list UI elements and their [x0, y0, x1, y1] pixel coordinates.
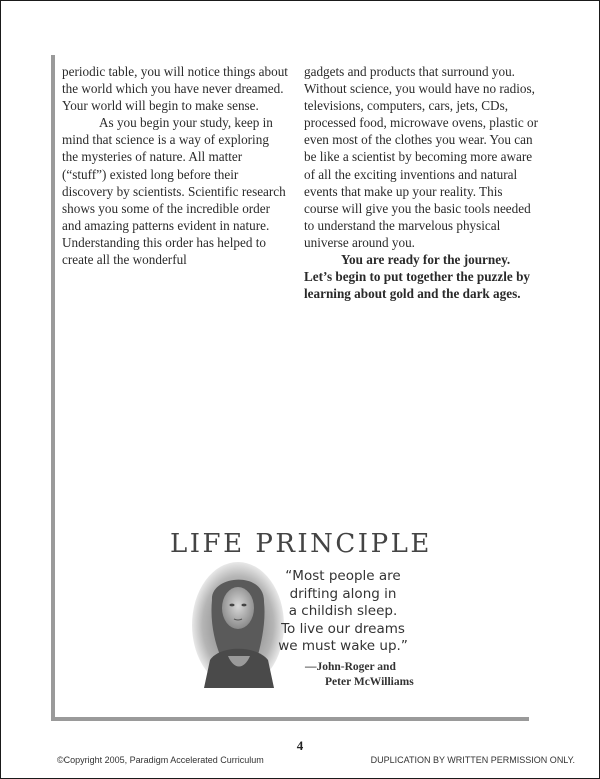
footer-permission: DUPLICATION BY WRITTEN PERMISSION ONLY. [370, 755, 575, 765]
bottom-rule [51, 717, 529, 721]
quote-line: a childish sleep. [288, 603, 398, 619]
page-number: 4 [296, 738, 304, 753]
quote-line: To live our dreams [281, 620, 405, 637]
quote-line: “Most people are [285, 568, 401, 584]
left-paragraph-2: As you begin your study, keep in mind that science is a way of exploring the mysteries of nature. All matter (“stuff”) existed long before their discovery by scientists. Scientific research shows you some of the incredible order and amazing patterns evident in nature. Understanding this order has helped to create all the wonderful [62, 115, 286, 268]
right-text-column [304, 63, 539, 302]
quote-attribution [305, 660, 445, 690]
footer-copyright: ©Copyright 2005, Paradigm Accelerated Curriculum [57, 755, 264, 765]
left-text-column [62, 63, 288, 268]
quote-line: drifting along in [289, 585, 397, 602]
right-paragraph-2-bold: You are ready for the journey. Let’s begin to put together the puzzle by learning about gold and the dark ages. [304, 252, 531, 302]
life-principle-title: LIFE PRINCIPLE [170, 529, 432, 559]
quote-text [268, 568, 418, 656]
right-paragraph-1: gadgets and products that surround you. Without science, you would have no radios, televisions, computers, cars, jets, CDs, processed food, microwave ovens, plastic or even most of the clothes you wear. You can be like a scientist by becoming more aware of all the exciting inventions and natural events that make up your reality. This course will give you the basic tools needed to understand the marvelous physical universe around you. [304, 64, 539, 250]
left-paragraph-1: periodic table, you will notice things about the world which you have never dreamed. Your world will begin to make sense. [62, 64, 288, 114]
quote-line: we must wake up.” [278, 638, 408, 654]
left-margin-rule [51, 55, 55, 719]
attribution-line-2: Peter McWilliams [325, 676, 414, 688]
faint-header-mark [20, 24, 100, 46]
attribution-line-1: —John-Roger and [305, 661, 396, 673]
